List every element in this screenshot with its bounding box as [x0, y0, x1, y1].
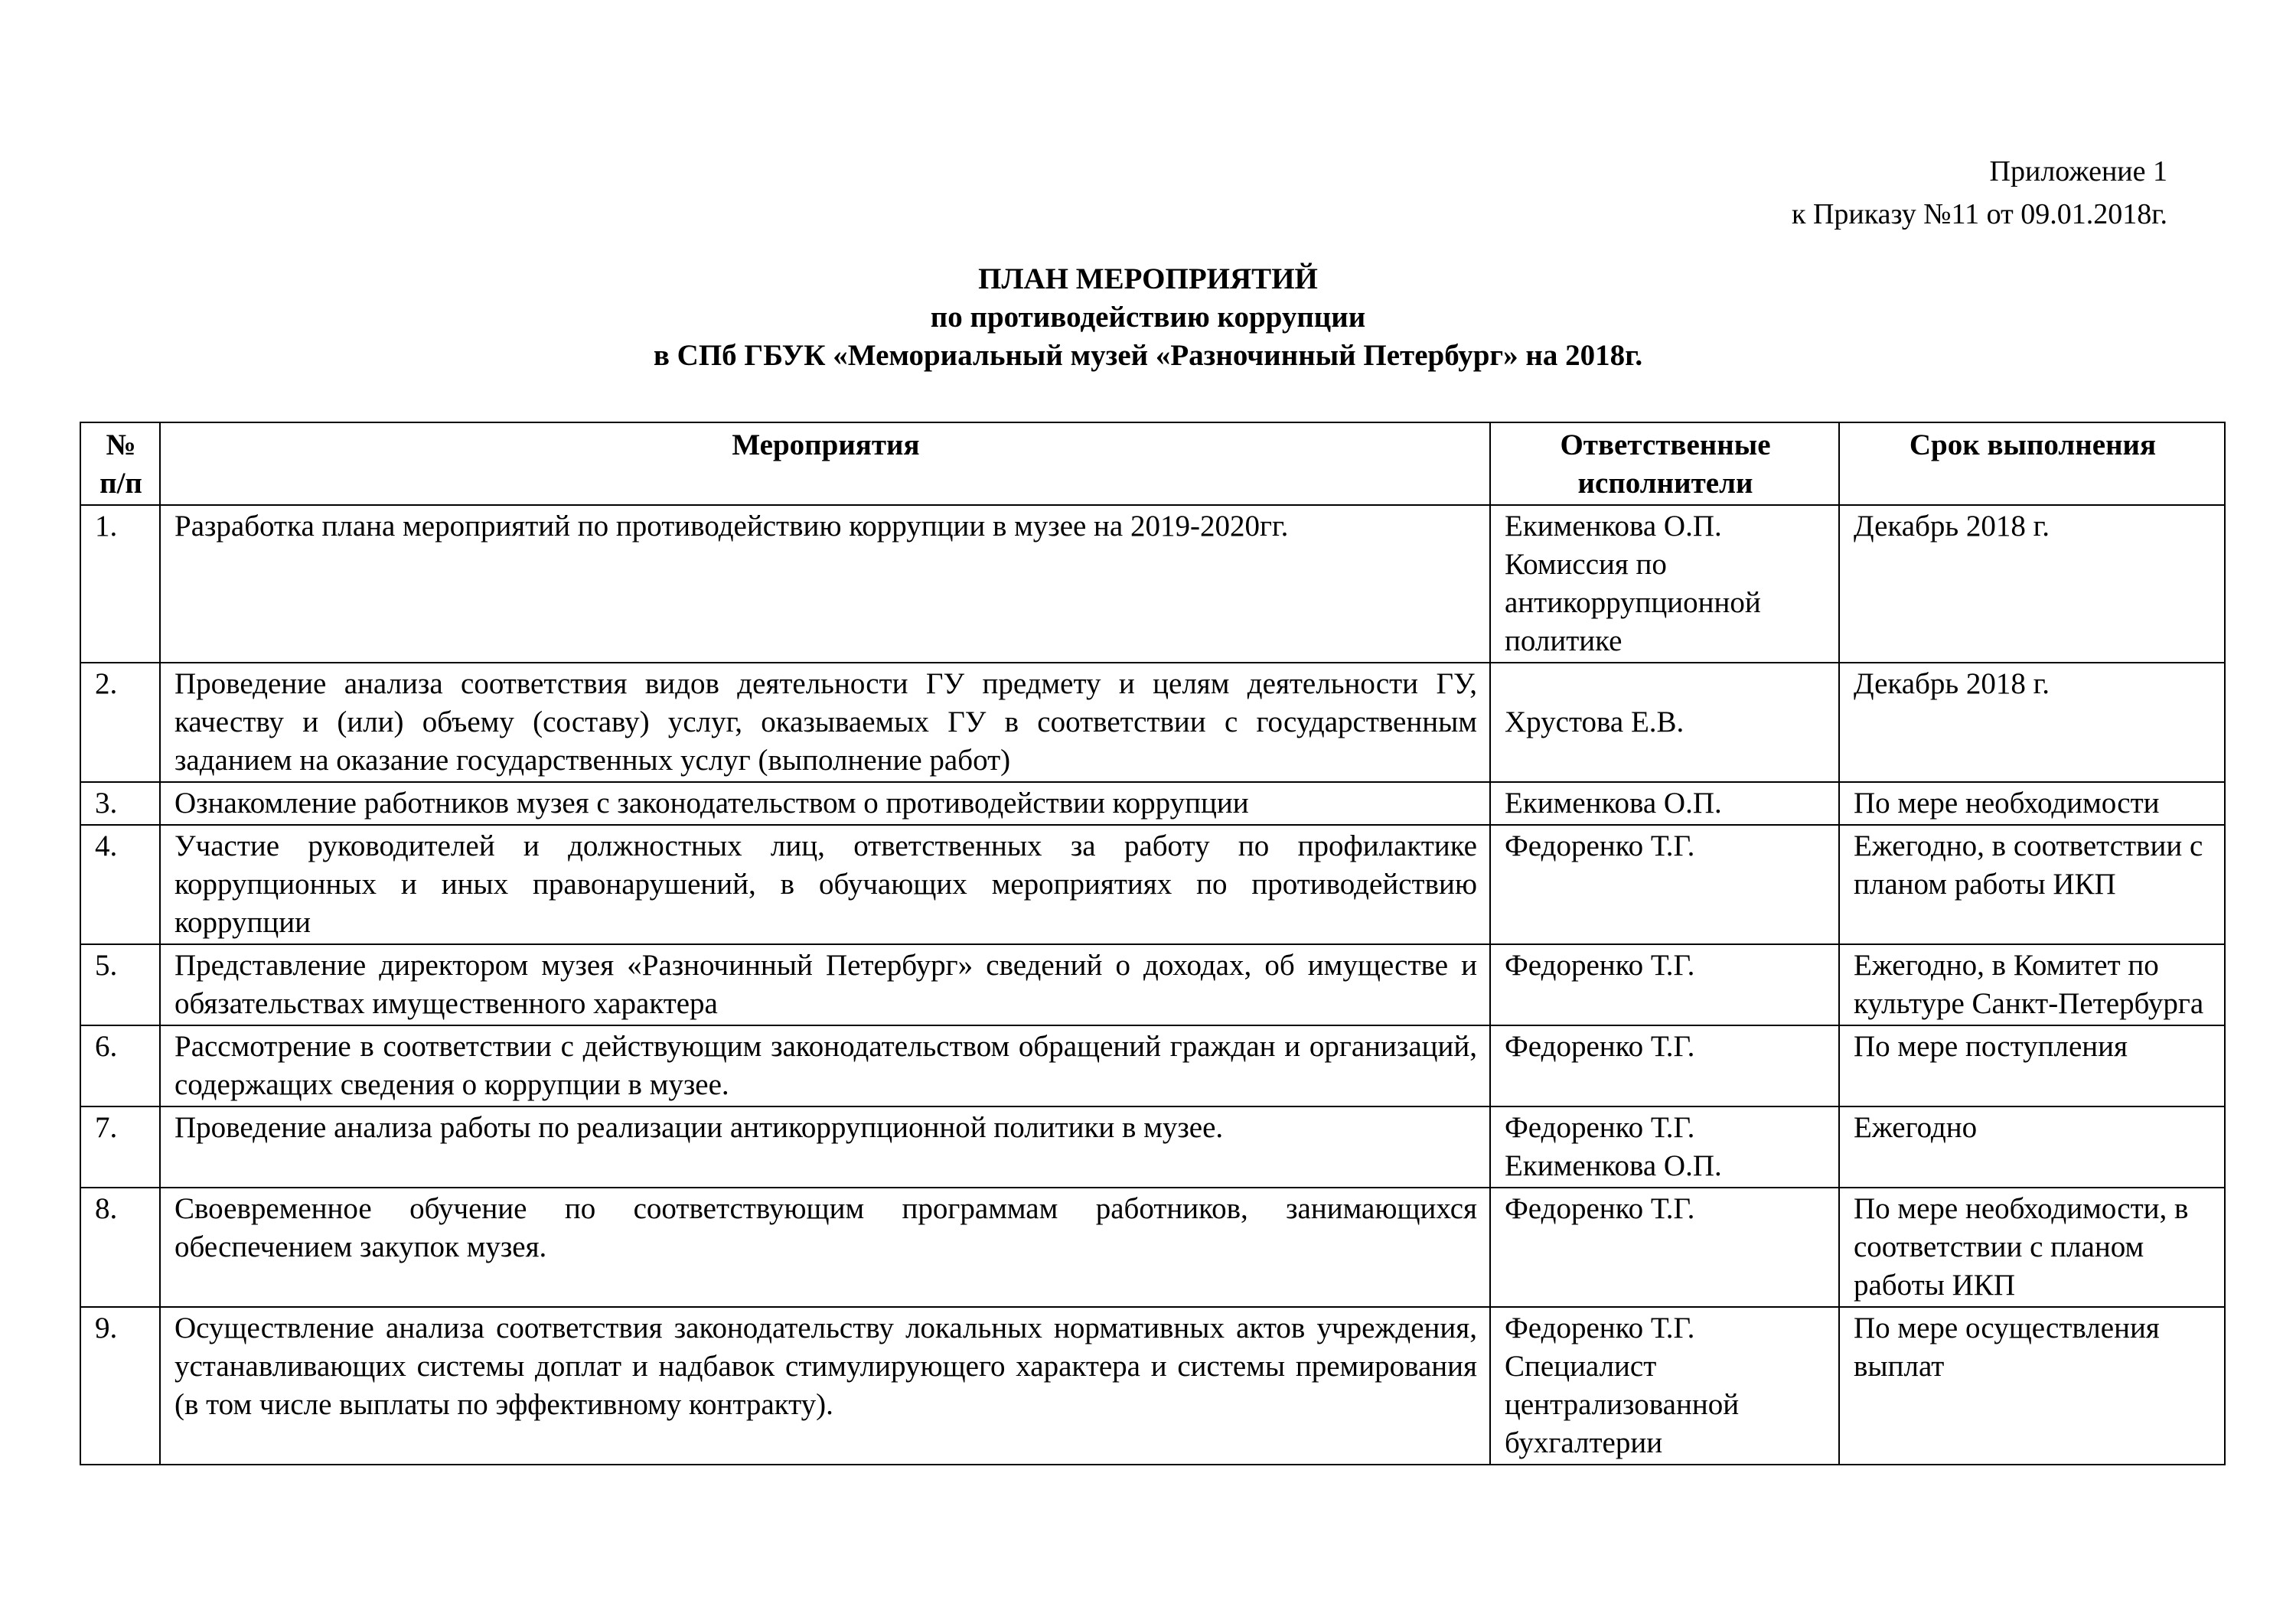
title-line-3: в СПб ГБУК «Мемориальный музей «Разночинный Петербург» на 2018г.	[653, 339, 1643, 372]
row-term: Декабрь 2018 г.	[1839, 663, 2225, 782]
row-num: 4.	[80, 825, 160, 944]
header-event: Мероприятия	[160, 422, 1490, 505]
table-header-row	[80, 422, 2225, 505]
table-row	[80, 1307, 2225, 1465]
row-term: Ежегодно	[1839, 1106, 2225, 1188]
row-event: Разработка плана мероприятий по противодействию коррупции в музее на 2019-2020гг.	[160, 505, 1490, 663]
row-event: Представление директором музея «Разночинный Петербург» сведений о доходах, об имуществе и обязательствах имущественного характера	[160, 944, 1490, 1025]
row-event: Проведение анализа работы по реализации антикоррупционной политики в музее.	[160, 1106, 1490, 1188]
table-row	[80, 944, 2225, 1025]
row-responsible: Екименкова О.П. Комиссия по антикоррупционной политике	[1490, 505, 1839, 663]
header-num: № п/п	[80, 422, 160, 505]
row-responsible: Хрустова Е.В.	[1505, 706, 1684, 738]
title-line-2: по противодействию коррупции	[930, 301, 1366, 334]
document-title	[0, 260, 2296, 375]
table-row	[80, 1188, 2225, 1307]
row-num: 9.	[80, 1307, 160, 1465]
row-event: Ознакомление работников музея с законодательством о противодействии коррупции	[160, 782, 1490, 825]
table-row	[80, 825, 2225, 944]
plan-table	[80, 422, 2226, 1465]
row-responsible: Федоренко Т.Г.	[1490, 944, 1839, 1025]
row-term: Ежегодно, в Комитет по культуре Санкт-Петербурга	[1839, 944, 2225, 1025]
row-event: Своевременное обучение по соответствующим программам работников, занимающихся обеспечением закупок музея.	[160, 1188, 1490, 1307]
row-event: Проведение анализа соответствия видов деятельности ГУ предмету и целям деятельности ГУ, качеству и (или) объему (составу) услуг, оказываемых ГУ в соответствии с государственным заданием на оказание государственных услуг (выполнение работ)	[160, 663, 1490, 782]
row-term: По мере поступления	[1839, 1025, 2225, 1106]
row-term: Ежегодно, в соответствии с планом работы ИКП	[1839, 825, 2225, 944]
appendix-line-1: Приложение 1	[1989, 155, 2167, 187]
appendix-reference	[1792, 150, 2167, 236]
title-line-1: ПЛАН МЕРОПРИЯТИЙ	[978, 262, 1318, 295]
row-event: Рассмотрение в соответствии с действующим законодательством обращений граждан и организаций, содержащих сведения о коррупции в музее.	[160, 1025, 1490, 1106]
row-term: По мере необходимости	[1839, 782, 2225, 825]
table-row	[80, 663, 2225, 782]
row-responsible-cell	[1490, 663, 1839, 782]
header-term: Срок выполнения	[1839, 422, 2225, 505]
appendix-line-2: к Приказу №11 от 09.01.2018г.	[1792, 198, 2167, 230]
row-responsible: Федоренко Т.Г.	[1490, 825, 1839, 944]
row-event: Осуществление анализа соответствия законодательству локальных нормативных актов учреждения, устанавливающих системы доплат и надбавок стимулирующего характера и системы премирования (в том числе выплаты по эффективному контракту).	[160, 1307, 1490, 1465]
row-num: 3.	[80, 782, 160, 825]
row-num: 7.	[80, 1106, 160, 1188]
header-responsible: Ответственные исполнители	[1490, 422, 1839, 505]
row-responsible: Федоренко Т.Г. Специалист централизованной бухгалтерии	[1490, 1307, 1839, 1465]
row-num: 8.	[80, 1188, 160, 1307]
row-term: По мере осуществления выплат	[1839, 1307, 2225, 1465]
table-row	[80, 1106, 2225, 1188]
row-num: 5.	[80, 944, 160, 1025]
table-row	[80, 782, 2225, 825]
row-num: 6.	[80, 1025, 160, 1106]
row-term: Декабрь 2018 г.	[1839, 505, 2225, 663]
row-responsible: Федоренко Т.Г. Екименкова О.П.	[1490, 1106, 1839, 1188]
row-responsible: Екименкова О.П.	[1490, 782, 1839, 825]
row-num: 1.	[80, 505, 160, 663]
row-term: По мере необходимости, в соответствии с планом работы ИКП	[1839, 1188, 2225, 1307]
table-row	[80, 1025, 2225, 1106]
row-num: 2.	[80, 663, 160, 782]
row-event: Участие руководителей и должностных лиц, ответственных за работу по профилактике коррупционных и иных правонарушений, в обучающих мероприятиях по противодействию коррупции	[160, 825, 1490, 944]
row-responsible: Федоренко Т.Г.	[1490, 1188, 1839, 1307]
table-row	[80, 505, 2225, 663]
row-responsible: Федоренко Т.Г.	[1490, 1025, 1839, 1106]
